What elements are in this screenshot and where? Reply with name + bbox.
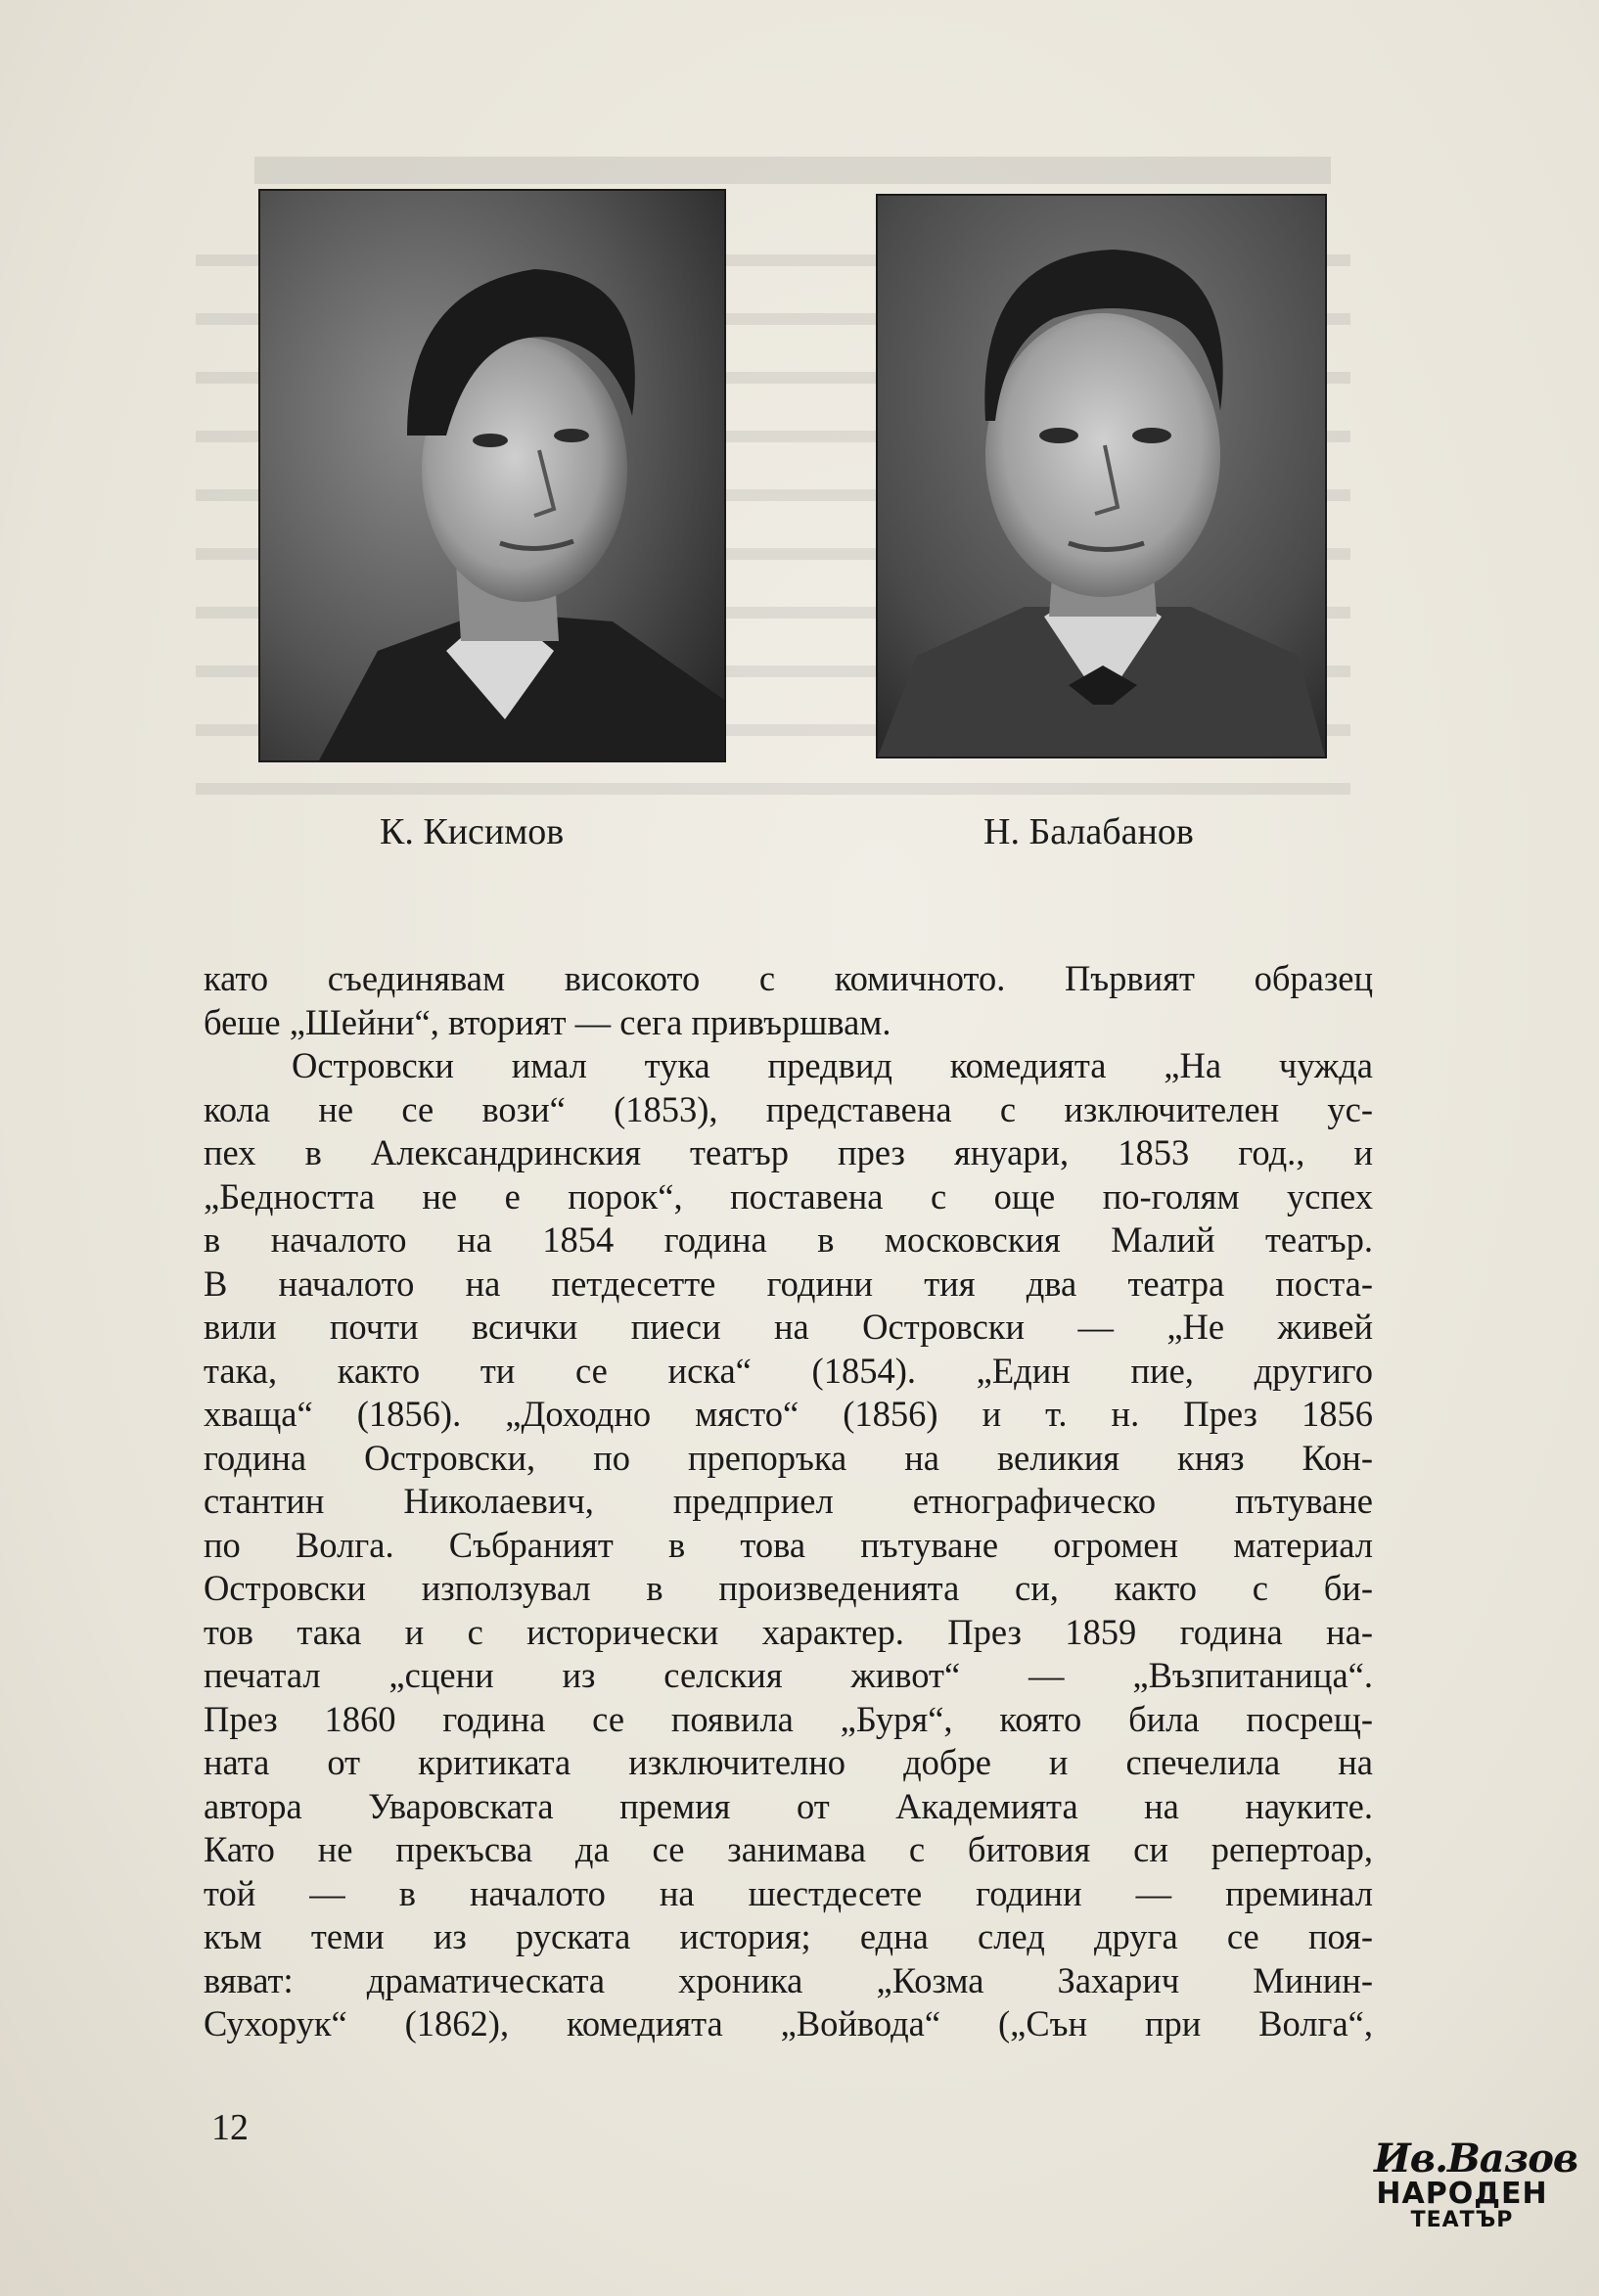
text-line: Островски имал тука предвид комедията „На чужда (292, 1045, 1373, 1085)
text-line: кола не се вози“ (1853), представена с изключителен ус- (204, 1088, 1373, 1129)
stamp-text-line1: НАРОДЕН (1376, 2177, 1548, 2211)
text-line: в началото на 1854 година в московския Малий театър. (204, 1219, 1373, 1260)
text-line: ната от критиката изключително добре и спечелила на (204, 1742, 1373, 1782)
text-line: стантин Николаевич, предприел етнографическо пътуване (204, 1481, 1373, 1521)
text-line: вили почти всички пиеси на Островски — „Не живей (204, 1307, 1373, 1347)
text-line: В началото на петдесетте години тия два театра поста- (204, 1263, 1373, 1304)
portrait-kisimov-image (260, 191, 724, 760)
text-line: Островски използувал в произведенията си, както с би- (204, 1568, 1373, 1608)
text-line: като съединявам високото с комичното. Първият образец (204, 958, 1373, 998)
text-line: автора Уваровската премия от Академията на науките. (204, 1785, 1373, 1826)
text-line: към теми из руската история; една след друга се поя- (204, 1916, 1373, 1956)
text-line: година Островски, по препоръка на великия княз Кон- (204, 1437, 1373, 1478)
text-line: беше „Шейни“, вторият — сега привършвам. (204, 1001, 891, 1042)
text-line: Като не прекъсва да се занимава с битовия си репертоар, (204, 1829, 1373, 1869)
page-number: 12 (211, 2107, 249, 2148)
body-text (204, 957, 1373, 2046)
text-line: През 1860 година се появила „Буря“, която била посрещ- (204, 1698, 1373, 1739)
portrait-kisimov (258, 189, 726, 762)
text-line: „Бедността не е порок“, поставена с още по-голям успех (204, 1175, 1373, 1217)
portrait-balabanov (876, 194, 1327, 758)
stamp-signature: Ив.Вазов (1374, 2135, 1578, 2181)
text-line: печатал „сцени из селския живот“ — „Възпитаница“. (204, 1655, 1373, 1695)
portrait-balabanov-image (878, 196, 1325, 757)
caption-balabanov: Н. Балабанов (983, 811, 1194, 852)
theatre-stamp (1374, 2135, 1578, 2257)
text-line: Сухорук“ (1862), комедията „Войвода“ („Сън при Волга“, (204, 2003, 1373, 2043)
text-line: хваща“ (1856). „Доходно място“ (1856) и т. н. През 1856 (204, 1394, 1373, 1434)
text-line: тов така и с исторически характер. През 1859 година на- (204, 1611, 1373, 1652)
text-line: по Волга. Събраният в това пътуване огромен материал (204, 1524, 1373, 1565)
caption-kisimov: К. Кисимов (380, 811, 565, 852)
text-line: така, както ти се иска“ (1854). „Един пие, другиго (204, 1350, 1373, 1391)
text-line: пех в Александринския театър през януари, 1853 год., и (204, 1132, 1373, 1172)
stamp-text-line2: ТЕАТЪР (1410, 2208, 1514, 2232)
text-line: той — в началото на шестдесете години — преминал (204, 1872, 1373, 1913)
text-line: вяват: драматическата хроника „Козма Захарич Минин- (204, 1959, 1373, 2000)
